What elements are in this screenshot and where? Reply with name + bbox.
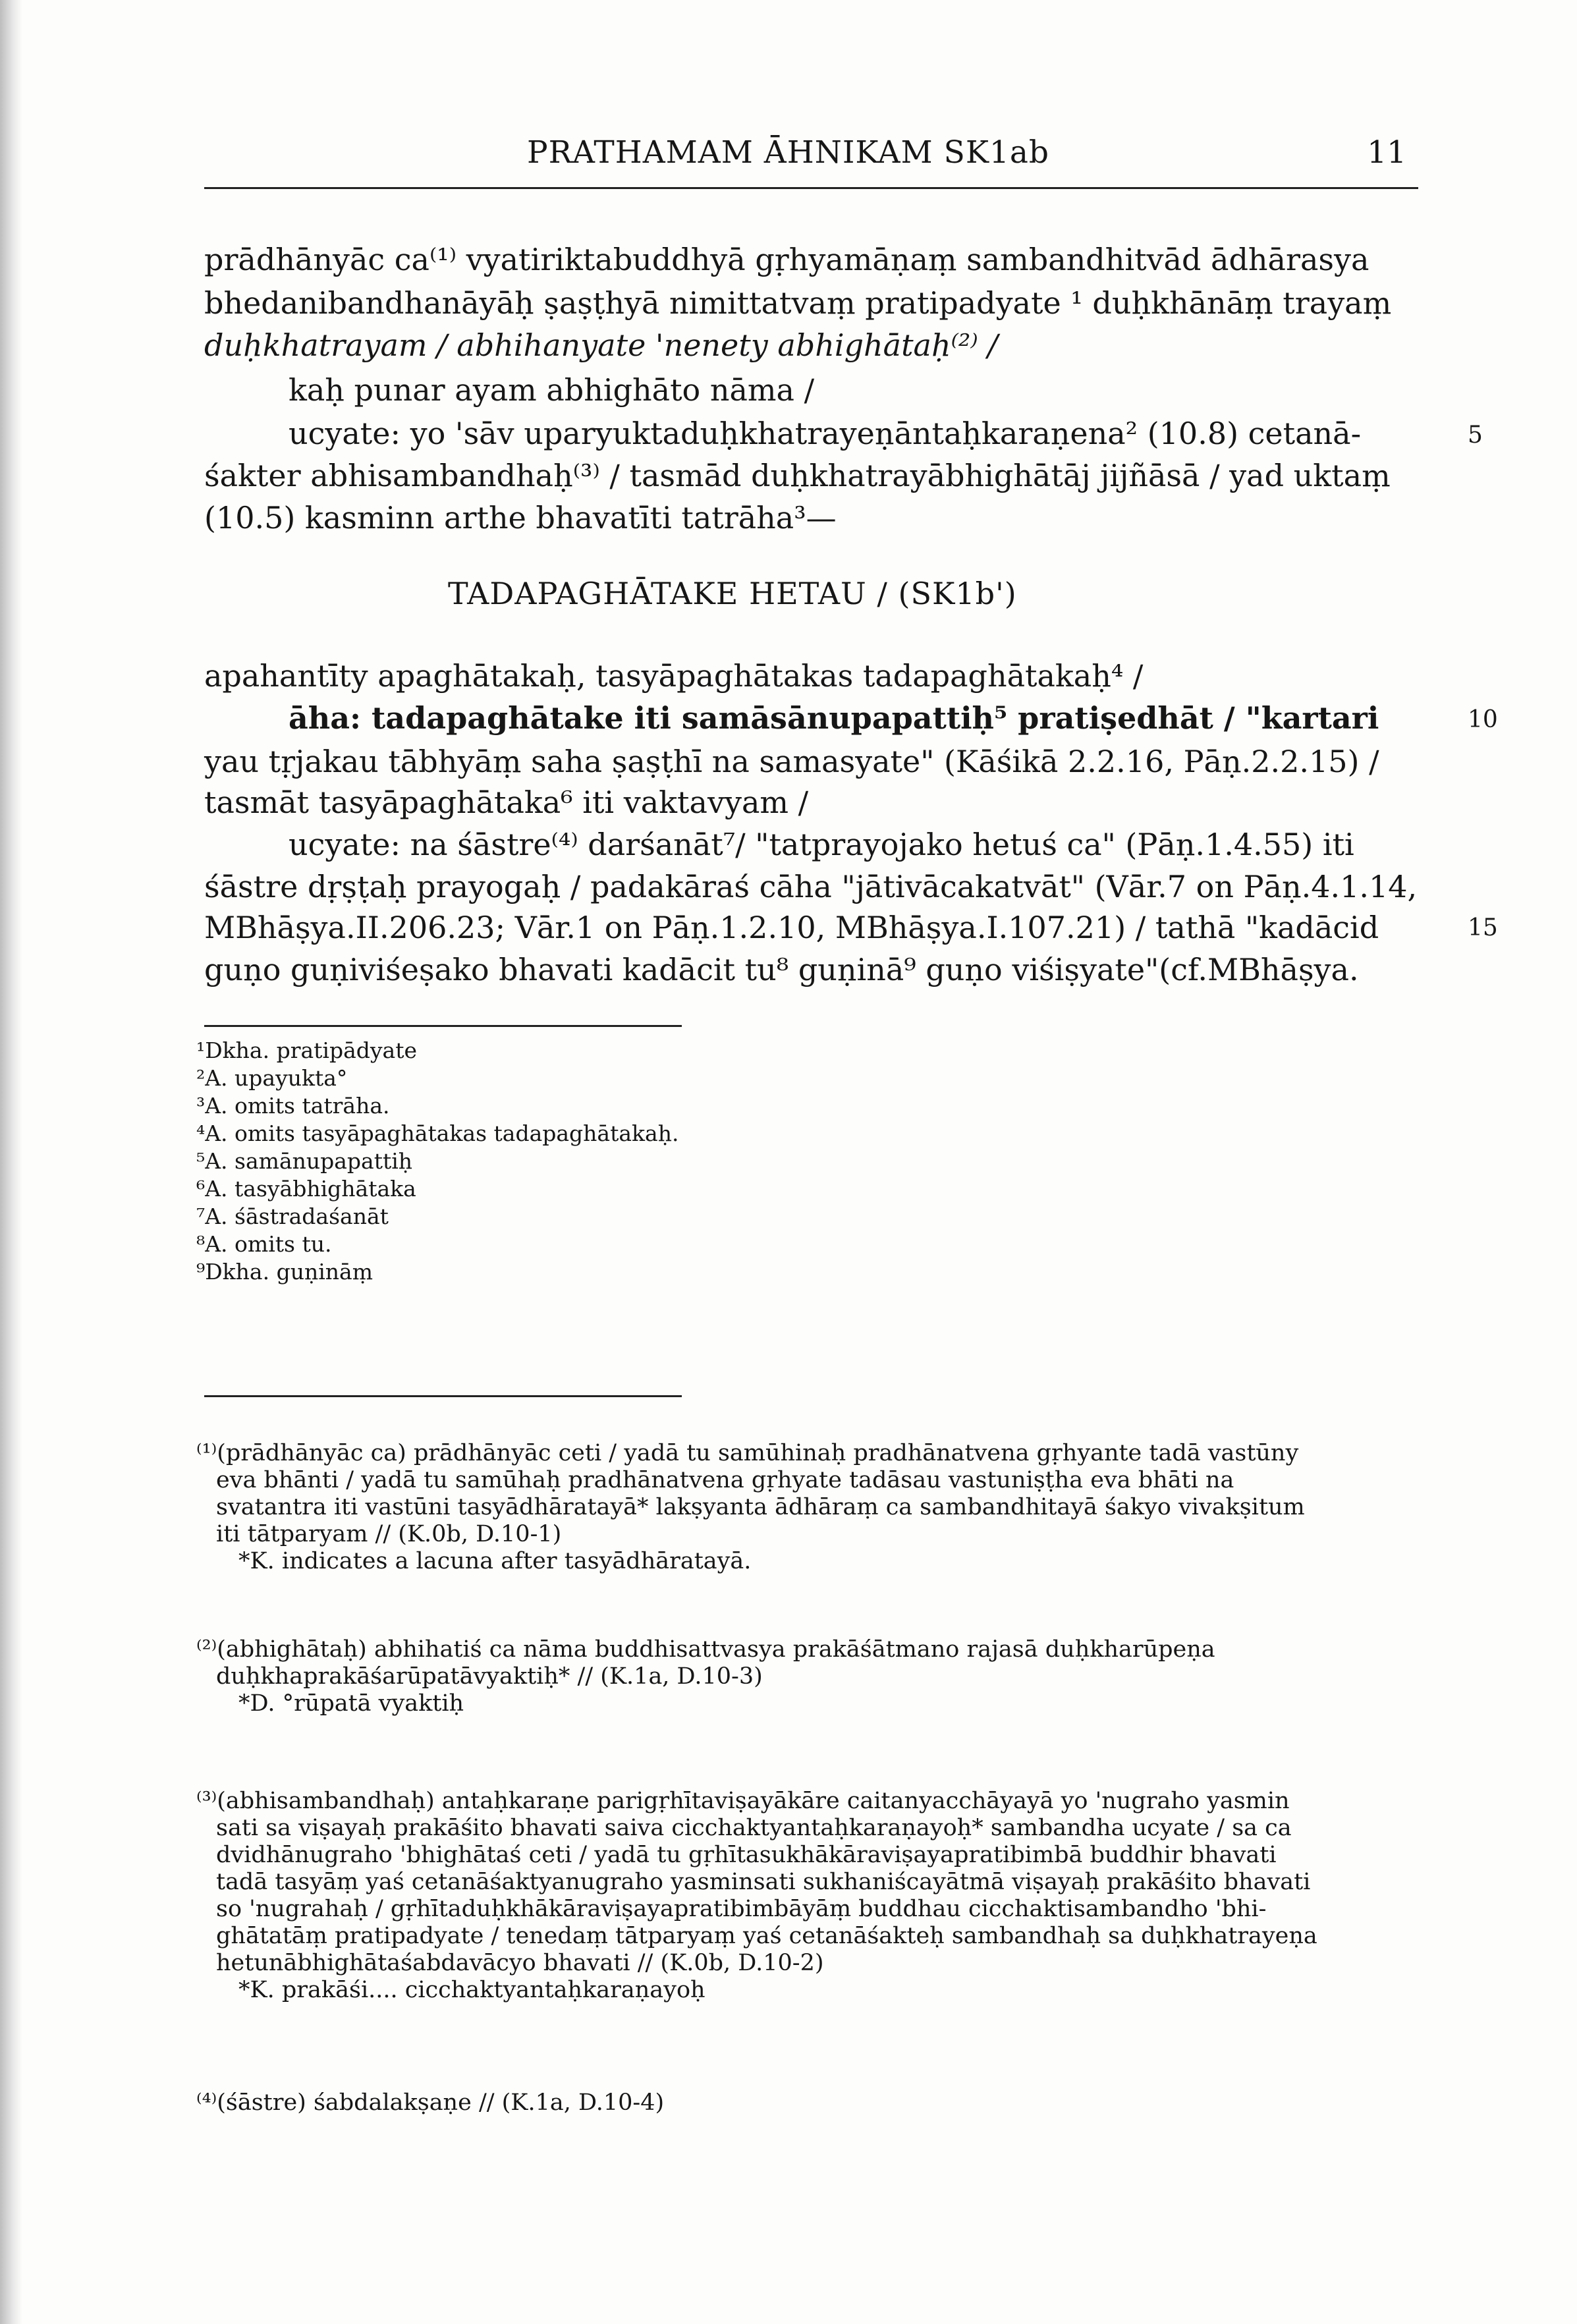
note-line: sati sa viṣayaḥ prakāśito bhavati saiva cicchaktyantaḥkaraṇayoḥ* sambandha ucyate / sa ca [216,1815,1292,1841]
line-number: 15 [1468,914,1498,941]
note-line: ⁽¹⁾(prādhānyāc ca) prādhānyāc ceti / yadā tu samūhinaḥ pradhānatvena gṛhyante tadā vastūny [196,1440,1299,1466]
note-star: *D. °rūpatā vyaktiḥ [238,1690,464,1717]
note-line: so 'nugrahaḥ / gṛhītaduḥkhākāraviṣayapratibimbāyāṃ buddhau cicchaktisambandho 'bhi- [216,1896,1267,1922]
note-line: eva bhānti / yadā tu samūhaḥ pradhānatvena gṛhyate tadāsau vastuniṣṭha eva bhāti na [216,1467,1234,1493]
text-line: kaḥ punar ayam abhighāto nāma / [289,372,815,408]
footnote: ⁹Dkha. guṇināṃ [196,1259,373,1285]
line-number: 5 [1468,422,1483,449]
note-line: dvidhānugraho 'bhighātaś ceti / yadā tu gṛhītasukhākāraviṣayapratibimbā buddhir bhavati [216,1842,1277,1868]
note-line: ⁽²⁾(abhighātaḥ) abhihatiś ca nāma buddhisattvasya prakāśātmano rajasā duḥkharūpeṇa [196,1636,1215,1663]
running-head-title: PRATHAMAM ĀHNIKAM SK1ab [527,134,1049,171]
text-line: yau tṛjakau tābhyāṃ saha ṣaṣṭhī na samasyate" (Kāśikā 2.2.16, Pāṇ.2.2.15) / [204,744,1379,779]
page-edge-shadow [0,0,22,2324]
note-line: hetunābhighātaśabdavācyo bhavati // (K.0b, D.10-2) [216,1950,824,1976]
footnote: ¹Dkha. pratipādyate [196,1038,418,1063]
text-line: MBhāṣya.II.206.23; Vār.1 on Pāṇ.1.2.10, MBhāṣya.I.107.21) / tathā "kadācid [204,910,1379,945]
text-line: guṇo guṇiviśeṣako bhavati kadācit tu⁸ guṇinā⁹ guṇo viśiṣyate"(cf.MBhāṣya. [204,952,1359,987]
note-line: ⁽³⁾(abhisambandhaḥ) antaḥkaraṇe parigṛhītaviṣayākāre caitanyacchāyayā yo 'nugraho yasmin [196,1788,1290,1814]
text-line: ucyate: na śāstre⁽⁴⁾ darśanāt⁷/ "tatprayojako hetuś ca" (Pāṇ.1.4.55) iti [289,827,1354,862]
note-line: duḥkhaprakāśarūpatāvyaktiḥ* // (K.1a, D.10-3) [216,1663,763,1690]
footnote-rule [204,1025,682,1027]
text-line: duḥkhatrayam / abhihanyate 'nenety abhighātaḥ⁽²⁾ / [204,327,998,363]
commentary-note-1 [196,1440,1395,1575]
running-head [204,134,1418,189]
footnote: ²A. upayukta° [196,1065,348,1091]
commentary-note-2 [196,1636,1395,1717]
commentary-note-4 [196,2089,1395,2116]
note-line: iti tātparyam // (K.0b, D.10-1) [216,1521,562,1547]
footnote: ⁵A. samānupapattiḥ [196,1148,413,1174]
text-line: āha: tadapaghātake iti samāsānupapattiḥ⁵ pratiṣedhāt / "kartari [289,700,1379,736]
commentary-note-3 [196,1788,1395,2004]
footnote: ³A. omits tatrāha. [196,1093,390,1119]
page-number: 11 [1367,134,1406,171]
note-line: svatantra iti vastūni tasyādhāratayā* lakṣyanta ādhāraṃ ca sambandhitayā śakyo vivakṣitum [216,1494,1305,1520]
text-line: bhedanibandhanāyāḥ ṣaṣṭhyā nimittatvaṃ pratipadyate ¹ duḥkhānāṃ trayaṃ [204,285,1392,321]
section-heading: TADAPAGHĀTAKE HETAU / (SK1b') [448,576,1017,611]
text-line: apahantīty apaghātakaḥ, tasyāpaghātakas tadapaghātakaḥ⁴ / [204,658,1144,694]
note-star: *K. indicates a lacuna after tasyādhāratayā. [238,1548,752,1574]
footnote: ⁸A. omits tu. [196,1231,332,1257]
text-line: tasmāt tasyāpaghātaka⁶ iti vaktavyam / [204,785,809,820]
footnote: ⁴A. omits tasyāpaghātakas tadapaghātakaḥ. [196,1120,679,1146]
text-line: prādhānyāc ca⁽¹⁾ vyatiriktabuddhyā gṛhyamāṇaṃ sambandhitvād ādhārasya [204,242,1370,277]
note-line: ghātatāṃ pratipadyate / tenedaṃ tātparyaṃ yaś cetanāśakteḥ sambandhaḥ sa duḥkhatrayeṇa [216,1923,1317,1949]
note-star: *K. prakāśi.... cicchaktyantaḥkaraṇayoḥ [238,1977,706,2003]
note-line: ⁽⁴⁾(śāstre) śabdalakṣaṇe // (K.1a, D.10-4) [196,2089,665,2116]
notes-rule [204,1395,682,1397]
text-line: (10.5) kasminn arthe bhavatīti tatrāha³— [204,500,837,536]
text-line: ucyate: yo 'sāv uparyuktaduḥkhatrayeṇāntaḥkaraṇena² (10.8) cetanā- [289,416,1362,451]
text-line: śāstre dṛṣṭaḥ prayogaḥ / padakāraś cāha "jātivācakatvāt" (Vār.7 on Pāṇ.4.1.14, [204,869,1418,904]
text-line: śakter abhisambandhaḥ⁽³⁾ / tasmād duḥkhatrayābhighātāj jijñāsā / yad uktaṃ [204,458,1391,493]
footnote: ⁷A. śāstradaśanāt [196,1204,389,1229]
footnote: ⁶A. tasyābhighātaka [196,1176,416,1202]
note-line: tadā tasyāṃ yaś cetanāśaktyanugraho yasminsati sukhaniścayātmā viṣayaḥ prakāśito bhavati [216,1869,1311,1895]
line-number: 10 [1468,706,1498,733]
